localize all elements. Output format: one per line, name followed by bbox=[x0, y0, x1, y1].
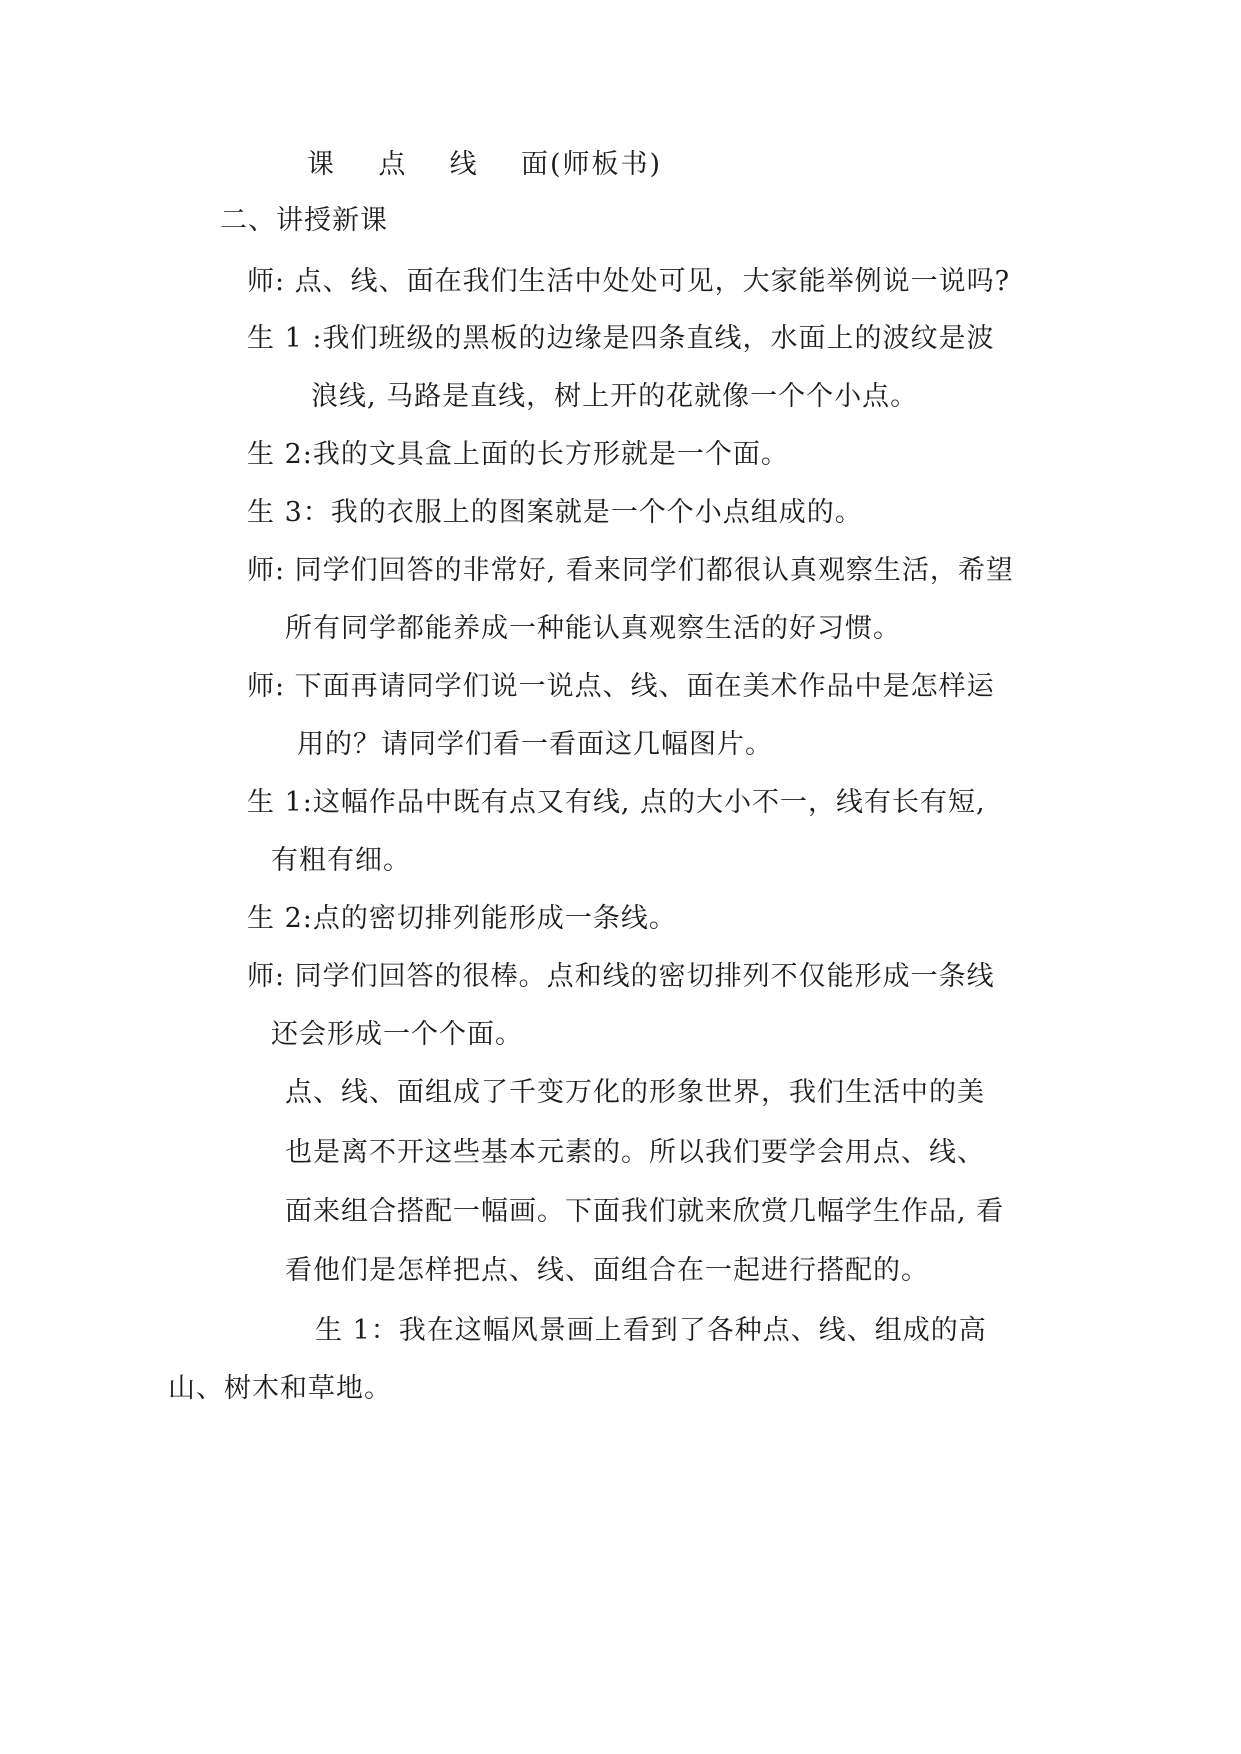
lesson-title: 课 点 线 面(师板书) bbox=[307, 149, 663, 180]
paragraph-line: 也是离不开这些基本元素的。所以我们要学会用点、线、 bbox=[285, 1137, 985, 1168]
paragraph-line: 浪线, 马路是直线，树上开的花就像一个个小点。 bbox=[311, 381, 919, 412]
paragraph-line: 师: 下面再请同学们说一说点、线、面在美术作品中是怎样运 bbox=[247, 671, 995, 702]
paragraph-line: 还会形成一个个面。 bbox=[271, 1019, 523, 1050]
paragraph-line: 看他们是怎样把点、线、面组合在一起进行搭配的。 bbox=[285, 1255, 929, 1286]
paragraph-line: 有粗有细。 bbox=[271, 845, 411, 876]
paragraph-line: 师: 点、线、面在我们生活中处处可见，大家能举例说一说吗? bbox=[247, 266, 1011, 297]
section-heading: 二、讲授新课 bbox=[220, 205, 388, 236]
paragraph-line: 师: 同学们回答的很棒。点和线的密切排列不仅能形成一条线 bbox=[247, 961, 995, 992]
paragraph-line: 生 1 :我们班级的黑板的边缘是四条直线，水面上的波纹是波 bbox=[247, 323, 995, 354]
paragraph-line: 所有同学都能养成一种能认真观察生活的好习惯。 bbox=[285, 613, 901, 644]
paragraph-line: 点、线、面组成了千变万化的形象世界，我们生活中的美 bbox=[285, 1077, 985, 1108]
paragraph-line: 生 2:点的密切排列能形成一条线。 bbox=[247, 903, 677, 934]
paragraph-line: 生 1：我在这幅风景画上看到了各种点、线、组成的高 bbox=[315, 1315, 987, 1346]
paragraph-line: 生 3：我的衣服上的图案就是一个个小点组成的。 bbox=[247, 497, 863, 528]
paragraph-line: 师: 同学们回答的非常好, 看来同学们都很认真观察生活，希望 bbox=[247, 555, 1014, 586]
paragraph-line: 生 1:这幅作品中既有点又有线, 点的大小不一，线有长有短, bbox=[247, 787, 986, 818]
paragraph-line: 面来组合搭配一幅画。下面我们就来欣赏几幅学生作品, 看 bbox=[285, 1196, 1005, 1227]
paragraph-line: 生 2:我的文具盒上面的长方形就是一个面。 bbox=[247, 439, 789, 470]
paragraph-line: 山、树木和草地。 bbox=[168, 1373, 392, 1404]
paragraph-line: 用的？请同学们看一看面这几幅图片。 bbox=[297, 729, 773, 760]
